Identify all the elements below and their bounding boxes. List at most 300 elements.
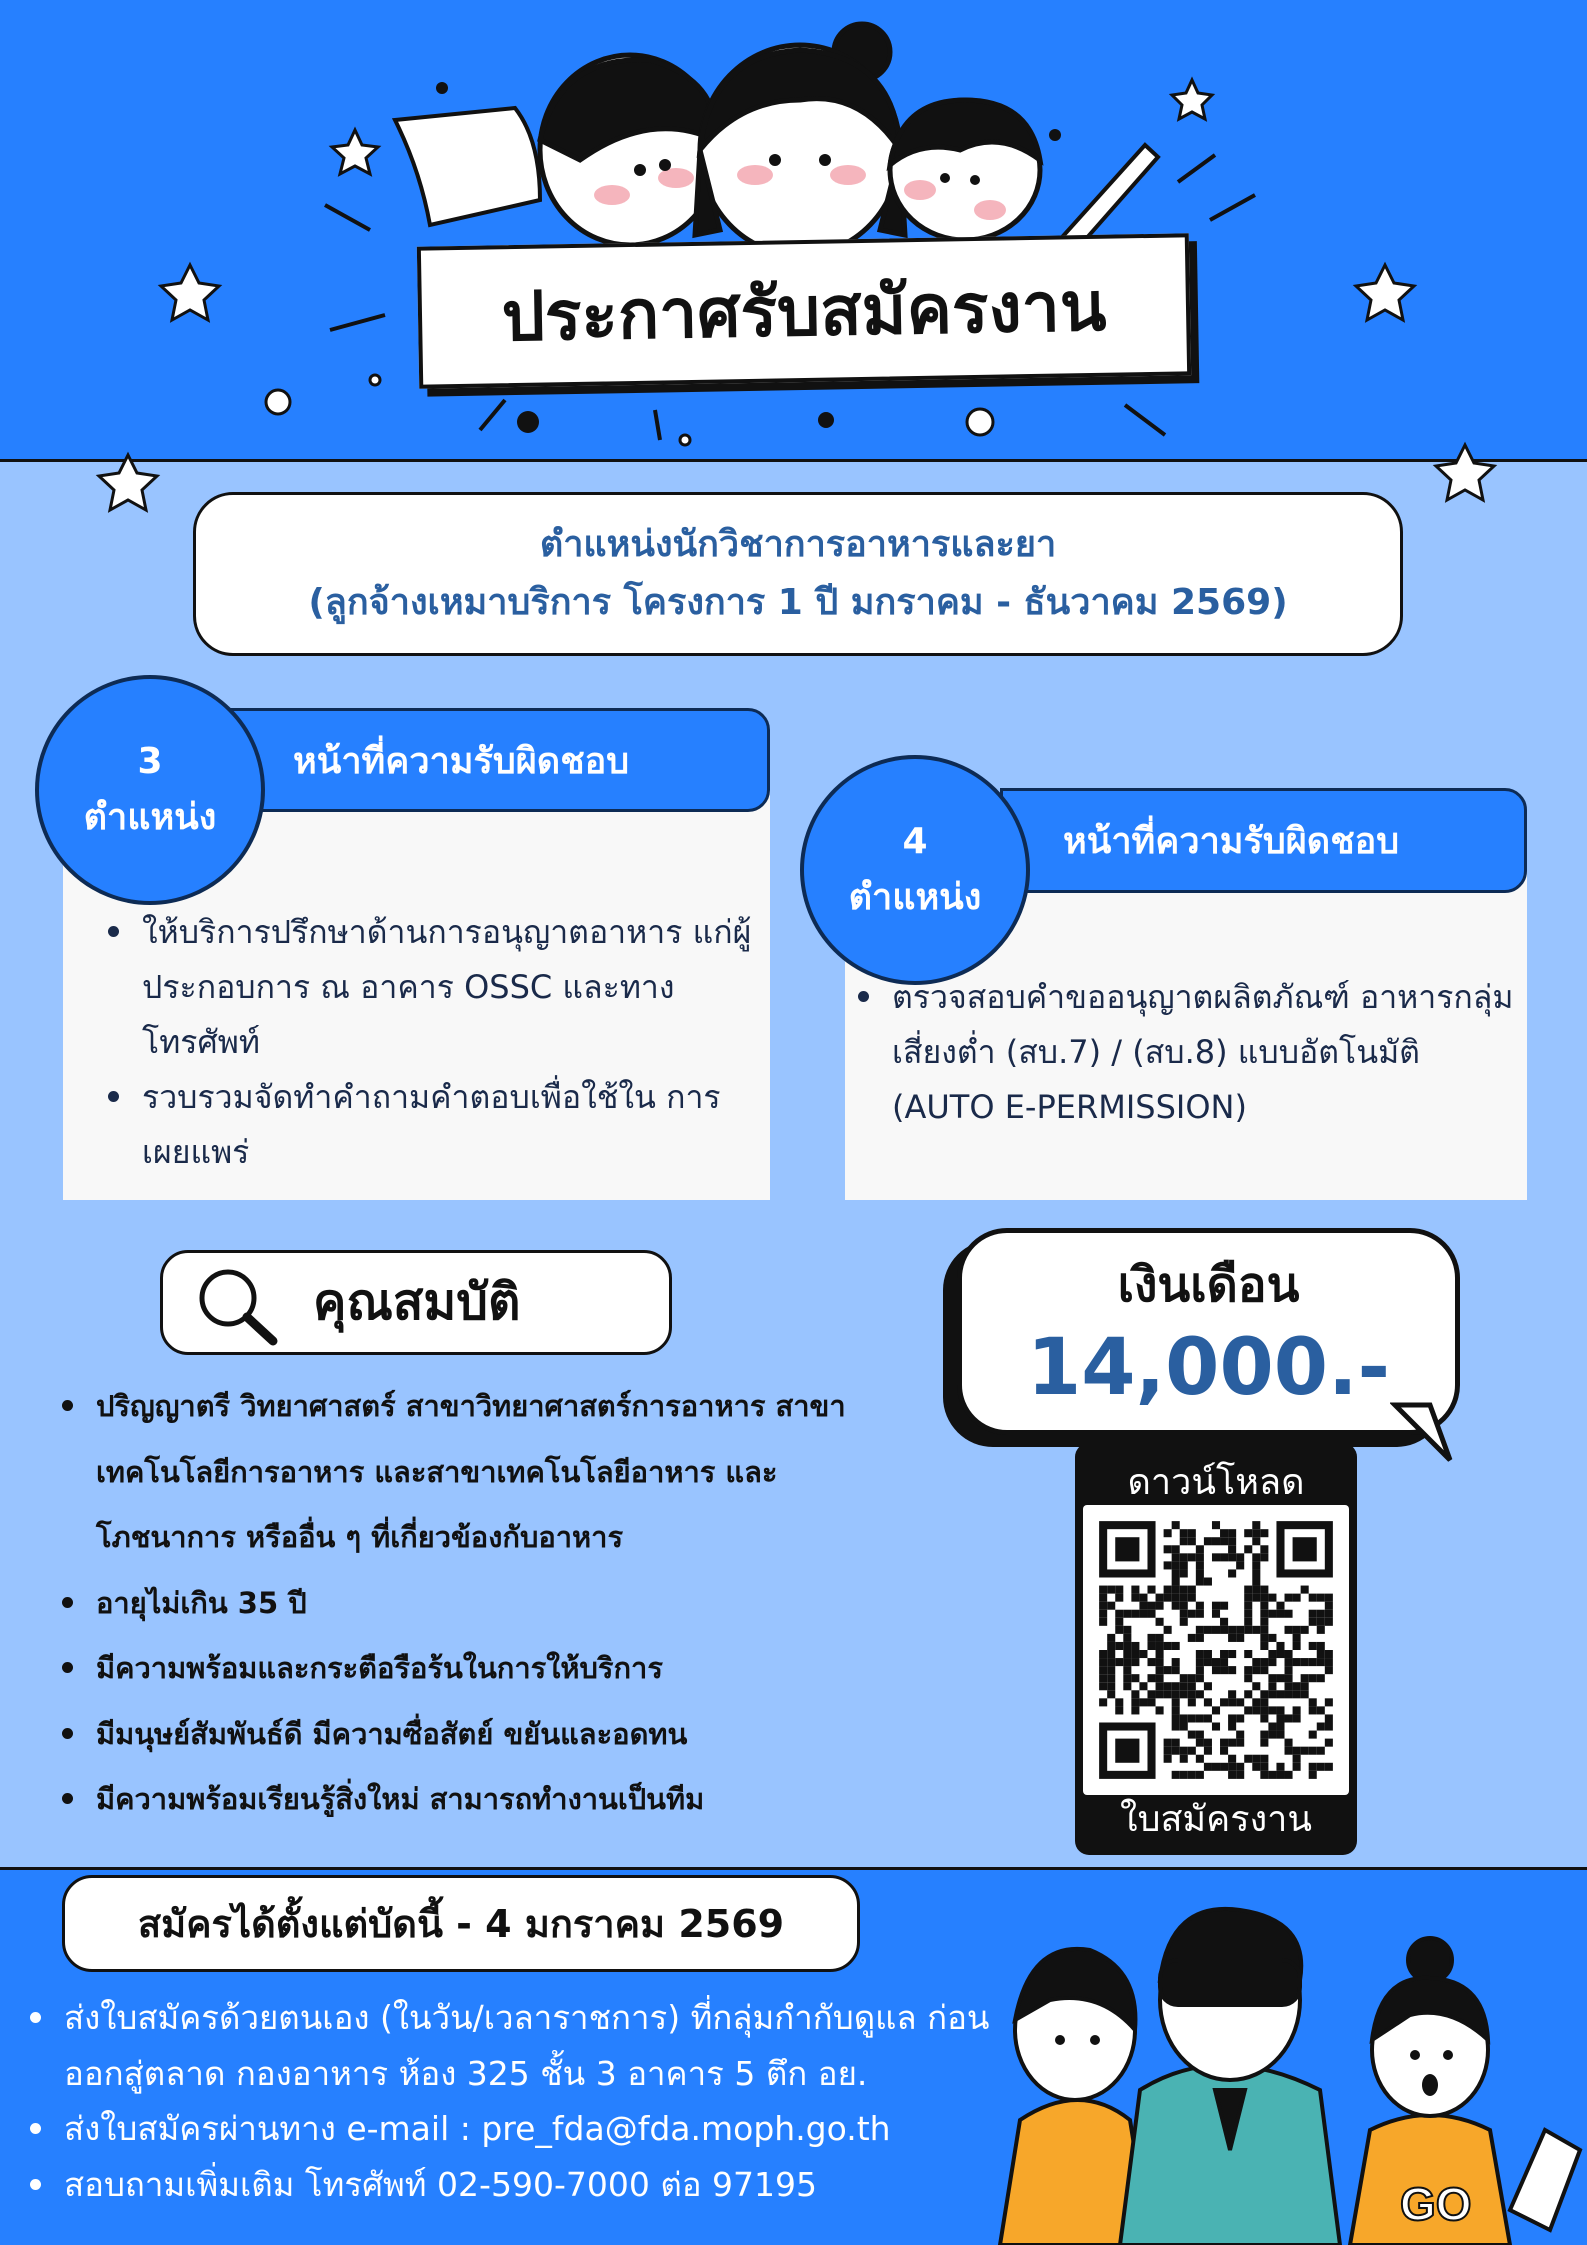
qr-module xyxy=(1317,1594,1325,1602)
qr-module xyxy=(1252,1594,1260,1602)
salary-value: 14,000.- xyxy=(1027,1323,1390,1413)
qr-module xyxy=(1260,1610,1268,1618)
qr-module xyxy=(1260,1771,1268,1779)
speech-tail xyxy=(1390,1400,1460,1470)
qr-module xyxy=(1236,1714,1244,1722)
qr-module xyxy=(1301,1658,1309,1666)
qr-module xyxy=(1164,1739,1172,1747)
qr-module xyxy=(1196,1666,1204,1674)
qr-module xyxy=(1244,1626,1252,1634)
qr-module xyxy=(1236,1553,1244,1561)
qr-module xyxy=(1276,1706,1284,1714)
page-title: ประกาศรับสมัครงาน xyxy=(417,233,1191,388)
qr-module xyxy=(1107,1602,1115,1610)
qr-module xyxy=(1293,1690,1301,1698)
qr-module xyxy=(1228,1626,1236,1634)
qr-module xyxy=(1285,1739,1293,1747)
qr-module xyxy=(1276,1714,1284,1722)
qr-module xyxy=(1188,1674,1196,1682)
qr-module xyxy=(1131,1586,1139,1594)
qr-module xyxy=(1180,1602,1188,1610)
qr-module xyxy=(1180,1618,1188,1626)
qr-module xyxy=(1293,1747,1301,1755)
qr-module xyxy=(1276,1731,1284,1739)
qr-module xyxy=(1164,1561,1172,1569)
qr-module xyxy=(1139,1682,1147,1690)
qr-module xyxy=(1180,1682,1188,1690)
qr-module xyxy=(1293,1714,1301,1722)
qr-module xyxy=(1123,1626,1131,1634)
position-title: ตำแหน่งนักวิชาการอาหารและยา xyxy=(539,524,1057,565)
qr-module xyxy=(1325,1698,1333,1706)
qualifications-title: คุณสมบัติ xyxy=(313,1273,521,1331)
list-item: ให้บริการปรึกษาด้านการอนุญาตอาหาร แก่ผู้ประกอบการ ณ อาคาร OSSC และทางโทรศัพท์ xyxy=(108,905,758,1070)
qr-module xyxy=(1317,1747,1325,1755)
qr-module xyxy=(1268,1723,1276,1731)
qr-module xyxy=(1220,1658,1228,1666)
qr-module xyxy=(1107,1642,1115,1650)
qr-module xyxy=(1131,1674,1139,1682)
qr-module xyxy=(1156,1658,1164,1666)
qr-module xyxy=(1107,1650,1115,1658)
qr-module xyxy=(1212,1537,1220,1545)
qr-module xyxy=(1099,1698,1107,1706)
qr-module xyxy=(1285,1626,1293,1634)
qr-module xyxy=(1212,1521,1220,1529)
qr-module xyxy=(1260,1529,1268,1537)
qr-module xyxy=(1317,1618,1325,1626)
qr-module xyxy=(1244,1602,1252,1610)
qr-module xyxy=(1260,1586,1268,1594)
qr-module xyxy=(1220,1666,1228,1674)
qr-module xyxy=(1260,1553,1268,1561)
character-faces xyxy=(540,24,1040,255)
qr-module xyxy=(1123,1658,1131,1666)
qr-module xyxy=(1099,1594,1107,1602)
qr-module xyxy=(1180,1690,1188,1698)
qr-module xyxy=(1156,1634,1164,1642)
qr-module xyxy=(1099,1658,1107,1666)
qr-module xyxy=(1252,1569,1260,1577)
qr-module xyxy=(1180,1674,1188,1682)
qr-module xyxy=(1196,1561,1204,1569)
qr-finder xyxy=(1293,1537,1317,1561)
qr-module xyxy=(1172,1706,1180,1714)
qr-module xyxy=(1131,1610,1139,1618)
qr-module xyxy=(1115,1642,1123,1650)
qr-module xyxy=(1220,1626,1228,1634)
qr-module xyxy=(1188,1690,1196,1698)
qr-module xyxy=(1260,1755,1268,1763)
qr-module xyxy=(1317,1658,1325,1666)
qr-module xyxy=(1204,1537,1212,1545)
qr-module xyxy=(1131,1650,1139,1658)
qr-module xyxy=(1260,1634,1268,1642)
qr-module xyxy=(1196,1731,1204,1739)
qr-module xyxy=(1228,1545,1236,1553)
list-item: ตรวจสอบคำขออนุญาตผลิตภัณฑ์ อาหารกลุ่มเสี่ยงต่ำ (สบ.7) / (สบ.8) แบบอัตโนมัติ (AUTO E-PERMISSION) xyxy=(858,970,1518,1135)
qr-module xyxy=(1204,1682,1212,1690)
list-item: มีความพร้อมเรียนรู้สิ่งใหม่ สามารถทำงานเป็นทีม xyxy=(62,1767,962,1833)
qr-module xyxy=(1123,1674,1131,1682)
qr-module xyxy=(1188,1529,1196,1537)
qr-module xyxy=(1172,1698,1180,1706)
qr-module xyxy=(1123,1650,1131,1658)
qr-module xyxy=(1301,1586,1309,1594)
qr-module xyxy=(1317,1674,1325,1682)
qr-module xyxy=(1107,1682,1115,1690)
duty-card-1-heading: หน้าที่ความรับผิดชอบ xyxy=(230,708,770,812)
qualifications-heading xyxy=(160,1250,672,1355)
qr-module xyxy=(1252,1529,1260,1537)
qr-module xyxy=(1172,1666,1180,1674)
qr-module xyxy=(1204,1698,1212,1706)
qr-module xyxy=(1228,1771,1236,1779)
qr-module xyxy=(1325,1666,1333,1674)
qr-module xyxy=(1164,1690,1172,1698)
qr-module xyxy=(1164,1586,1172,1594)
qr-module xyxy=(1139,1602,1147,1610)
qr-module xyxy=(1164,1545,1172,1553)
qr-module xyxy=(1172,1586,1180,1594)
qr-module xyxy=(1164,1626,1172,1634)
qr-module xyxy=(1107,1658,1115,1666)
position-unit: ตำแหน่ง xyxy=(83,797,217,838)
qr-module xyxy=(1164,1747,1172,1755)
qr-finder xyxy=(1115,1739,1139,1763)
qr-module xyxy=(1156,1618,1164,1626)
qr-module xyxy=(1252,1706,1260,1714)
qr-module xyxy=(1212,1610,1220,1618)
qr-module xyxy=(1164,1666,1172,1674)
qr-module xyxy=(1188,1698,1196,1706)
qr-finder xyxy=(1115,1537,1139,1561)
qr-module xyxy=(1212,1553,1220,1561)
qr-module xyxy=(1204,1739,1212,1747)
qr-module xyxy=(1172,1553,1180,1561)
list-item[interactable]: ส่งใบสมัครผ่านทาง e-mail : pre_fda@fda.moph.go.th xyxy=(30,2101,1030,2157)
qr-module xyxy=(1164,1529,1172,1537)
qr-module xyxy=(1204,1626,1212,1634)
qr-module xyxy=(1180,1723,1188,1731)
qr-module xyxy=(1293,1626,1301,1634)
qr-module xyxy=(1293,1658,1301,1666)
qr-module xyxy=(1156,1706,1164,1714)
qr-module xyxy=(1301,1674,1309,1682)
qr-module xyxy=(1325,1610,1333,1618)
qr-module xyxy=(1309,1642,1317,1650)
qr-module xyxy=(1156,1666,1164,1674)
qr-module xyxy=(1180,1714,1188,1722)
qr-module xyxy=(1172,1771,1180,1779)
qr-module xyxy=(1107,1674,1115,1682)
qr-module xyxy=(1147,1698,1155,1706)
qr-module xyxy=(1107,1634,1115,1642)
qr-module xyxy=(1260,1594,1268,1602)
qr-module xyxy=(1309,1771,1317,1779)
qr-module xyxy=(1276,1610,1284,1618)
qr-module xyxy=(1260,1618,1268,1626)
qr-module xyxy=(1252,1682,1260,1690)
qr-module xyxy=(1325,1739,1333,1747)
qr-module xyxy=(1212,1626,1220,1634)
qr-module xyxy=(1115,1698,1123,1706)
dots xyxy=(266,375,993,445)
qr-module xyxy=(1252,1626,1260,1634)
qr-module xyxy=(1180,1586,1188,1594)
qr-module xyxy=(1268,1650,1276,1658)
qr-module xyxy=(1268,1682,1276,1690)
salary-label: เงินเดือน xyxy=(1117,1257,1300,1313)
qr-module xyxy=(1309,1698,1317,1706)
go-shirt-print: GO xyxy=(1400,2178,1472,2230)
qr-module xyxy=(1131,1594,1139,1602)
qr-module xyxy=(1260,1706,1268,1714)
qr-module xyxy=(1147,1642,1155,1650)
position-box xyxy=(193,492,1403,656)
qr-module xyxy=(1115,1586,1123,1594)
qr-module xyxy=(1147,1586,1155,1594)
qr-module xyxy=(1099,1586,1107,1594)
qr-module xyxy=(1276,1674,1284,1682)
qr-module xyxy=(1252,1561,1260,1569)
qr-module xyxy=(1123,1666,1131,1674)
qr-module xyxy=(1236,1763,1244,1771)
duty-list-1 xyxy=(108,905,758,1180)
qr-module xyxy=(1228,1739,1236,1747)
qr-module xyxy=(1147,1634,1155,1642)
qr-module xyxy=(1252,1537,1260,1545)
qr-module xyxy=(1285,1714,1293,1722)
qr-module xyxy=(1236,1731,1244,1739)
qr-module xyxy=(1156,1602,1164,1610)
list-item: มีความพร้อมและกระตือรือร้นในการให้บริการ xyxy=(62,1636,962,1702)
position-unit: ตำแหน่ง xyxy=(848,877,982,918)
qr-module xyxy=(1228,1634,1236,1642)
qr-module xyxy=(1188,1634,1196,1642)
qr-module xyxy=(1115,1626,1123,1634)
qr-module xyxy=(1115,1610,1123,1618)
qr-module xyxy=(1188,1586,1196,1594)
qr-module xyxy=(1196,1658,1204,1666)
qr-module xyxy=(1172,1545,1180,1553)
qr-module xyxy=(1156,1674,1164,1682)
qr-module xyxy=(1293,1706,1301,1714)
qr-module xyxy=(1172,1739,1180,1747)
qr-module xyxy=(1099,1610,1107,1618)
qr-module xyxy=(1260,1690,1268,1698)
qr-module xyxy=(1123,1642,1131,1650)
qr-module xyxy=(1285,1682,1293,1690)
scroll-icon xyxy=(395,108,540,225)
qr-module xyxy=(1156,1682,1164,1690)
qr-module xyxy=(1139,1698,1147,1706)
list-item: ส่งใบสมัครด้วยตนเอง (ในวัน/เวลาราชการ) ที่กลุ่มกำกับดูแล ก่อนออกสู่ตลาด กองอาหาร ห้อง 325 ชั้น 3 อาคาร 5 ตึก อย. xyxy=(30,1990,1030,2101)
qr-module xyxy=(1172,1578,1180,1586)
qr-module xyxy=(1276,1771,1284,1779)
qr-module xyxy=(1115,1706,1123,1714)
qr-module xyxy=(1276,1650,1284,1658)
qr-module xyxy=(1309,1731,1317,1739)
qr-module xyxy=(1180,1771,1188,1779)
list-item: รวบรวมจัดทำคำถามคำตอบเพื่อใช้ใน การเผยแพร่ xyxy=(108,1070,758,1180)
qr-module xyxy=(1244,1610,1252,1618)
qr-module xyxy=(1099,1674,1107,1682)
qr-module xyxy=(1123,1682,1131,1690)
qr-module xyxy=(1268,1610,1276,1618)
qr-module xyxy=(1252,1586,1260,1594)
qr-module xyxy=(1276,1642,1284,1650)
qr-module xyxy=(1099,1682,1107,1690)
qr-top-label: ดาวน์โหลด xyxy=(1127,1462,1305,1503)
qr-module xyxy=(1325,1723,1333,1731)
qr-module xyxy=(1276,1723,1284,1731)
qr-module xyxy=(1252,1763,1260,1771)
qr-module xyxy=(1188,1537,1196,1545)
qr-module xyxy=(1301,1747,1309,1755)
qr-module xyxy=(1131,1706,1139,1714)
qr-module xyxy=(1309,1763,1317,1771)
qr-module xyxy=(1317,1610,1325,1618)
qr-module xyxy=(1188,1714,1196,1722)
qr-module xyxy=(1252,1578,1260,1586)
qr-module xyxy=(1244,1618,1252,1626)
qr-module xyxy=(1236,1771,1244,1779)
qr-module xyxy=(1180,1755,1188,1763)
qr-module xyxy=(1188,1610,1196,1618)
qr-module xyxy=(1236,1561,1244,1569)
qr-module xyxy=(1172,1602,1180,1610)
qr-module xyxy=(1244,1706,1252,1714)
qr-module xyxy=(1196,1690,1204,1698)
position-count-badge-1 xyxy=(35,675,265,905)
qr-module xyxy=(1180,1594,1188,1602)
qr-module xyxy=(1260,1731,1268,1739)
qr-module xyxy=(1317,1626,1325,1634)
qr-module xyxy=(1309,1618,1317,1626)
qr-module xyxy=(1139,1610,1147,1618)
qr-module xyxy=(1228,1755,1236,1763)
qr-module xyxy=(1293,1642,1301,1650)
qr-module xyxy=(1196,1650,1204,1658)
qr-module xyxy=(1285,1690,1293,1698)
qr-module xyxy=(1228,1763,1236,1771)
qr-module xyxy=(1293,1634,1301,1642)
qr-module xyxy=(1252,1553,1260,1561)
qr-module xyxy=(1131,1658,1139,1666)
qr-module xyxy=(1220,1747,1228,1755)
qr-module xyxy=(1228,1714,1236,1722)
qr-module xyxy=(1139,1650,1147,1658)
qr-module xyxy=(1293,1594,1301,1602)
qr-module xyxy=(1180,1561,1188,1569)
qr-module xyxy=(1252,1666,1260,1674)
qr-module xyxy=(1180,1529,1188,1537)
qr-module xyxy=(1301,1690,1309,1698)
qr-module xyxy=(1172,1642,1180,1650)
qr-module xyxy=(1244,1674,1252,1682)
qr-code[interactable] xyxy=(1083,1505,1349,1795)
qr-module xyxy=(1325,1714,1333,1722)
qr-module xyxy=(1204,1747,1212,1755)
qr-module xyxy=(1115,1658,1123,1666)
qr-module xyxy=(1228,1723,1236,1731)
qr-module xyxy=(1285,1666,1293,1674)
duty-list-2 xyxy=(858,970,1518,1135)
qr-module xyxy=(1220,1529,1228,1537)
qr-module xyxy=(1293,1682,1301,1690)
qr-module xyxy=(1107,1690,1115,1698)
qr-module xyxy=(1196,1553,1204,1561)
qr-module xyxy=(1220,1739,1228,1747)
qr-module xyxy=(1309,1706,1317,1714)
qr-module xyxy=(1260,1698,1268,1706)
qr-module xyxy=(1147,1610,1155,1618)
qr-download[interactable] xyxy=(1075,1443,1357,1855)
qr-module xyxy=(1268,1690,1276,1698)
qr-module xyxy=(1244,1594,1252,1602)
position-count: 3 xyxy=(137,741,163,782)
qr-module xyxy=(1212,1602,1220,1610)
qr-module xyxy=(1285,1650,1293,1658)
qr-module xyxy=(1268,1731,1276,1739)
qr-module xyxy=(1220,1618,1228,1626)
qr-module xyxy=(1188,1594,1196,1602)
salary-bubble xyxy=(957,1228,1460,1435)
qr-module xyxy=(1293,1755,1301,1763)
qr-module xyxy=(1325,1594,1333,1602)
characters-illustration xyxy=(990,1890,1587,2245)
qr-module xyxy=(1156,1642,1164,1650)
qr-module xyxy=(1285,1610,1293,1618)
qr-module xyxy=(1244,1586,1252,1594)
qr-module xyxy=(1099,1602,1107,1610)
qr-module xyxy=(1325,1650,1333,1658)
qr-module xyxy=(1107,1666,1115,1674)
qr-module xyxy=(1268,1706,1276,1714)
qr-module xyxy=(1228,1569,1236,1577)
qr-module xyxy=(1317,1650,1325,1658)
qualifications-list xyxy=(62,1374,962,1833)
qr-module xyxy=(1301,1682,1309,1690)
qr-module xyxy=(1131,1642,1139,1650)
qr-module xyxy=(1164,1642,1172,1650)
magnifier-icon xyxy=(193,1263,283,1348)
qr-module xyxy=(1268,1634,1276,1642)
qr-module xyxy=(1204,1650,1212,1658)
qr-module xyxy=(1196,1674,1204,1682)
qr-module xyxy=(1196,1602,1204,1610)
qr-module xyxy=(1325,1618,1333,1626)
qr-module xyxy=(1188,1731,1196,1739)
qr-module xyxy=(1236,1698,1244,1706)
qr-module xyxy=(1220,1763,1228,1771)
qr-module xyxy=(1309,1658,1317,1666)
apply-list xyxy=(30,1990,1030,2212)
qr-module xyxy=(1220,1698,1228,1706)
qr-module xyxy=(1115,1594,1123,1602)
qr-module xyxy=(1188,1747,1196,1755)
qr-module xyxy=(1180,1553,1188,1561)
qr-module xyxy=(1260,1602,1268,1610)
qr-module xyxy=(1252,1698,1260,1706)
list-item: มีมนุษย์สัมพันธ์ดี มีความซื่อสัตย์ ขยันและอดทน xyxy=(62,1702,962,1768)
qr-module xyxy=(1276,1763,1284,1771)
qr-module xyxy=(1293,1763,1301,1771)
qr-module xyxy=(1260,1626,1268,1634)
qr-module xyxy=(1236,1739,1244,1747)
qr-module xyxy=(1252,1658,1260,1666)
